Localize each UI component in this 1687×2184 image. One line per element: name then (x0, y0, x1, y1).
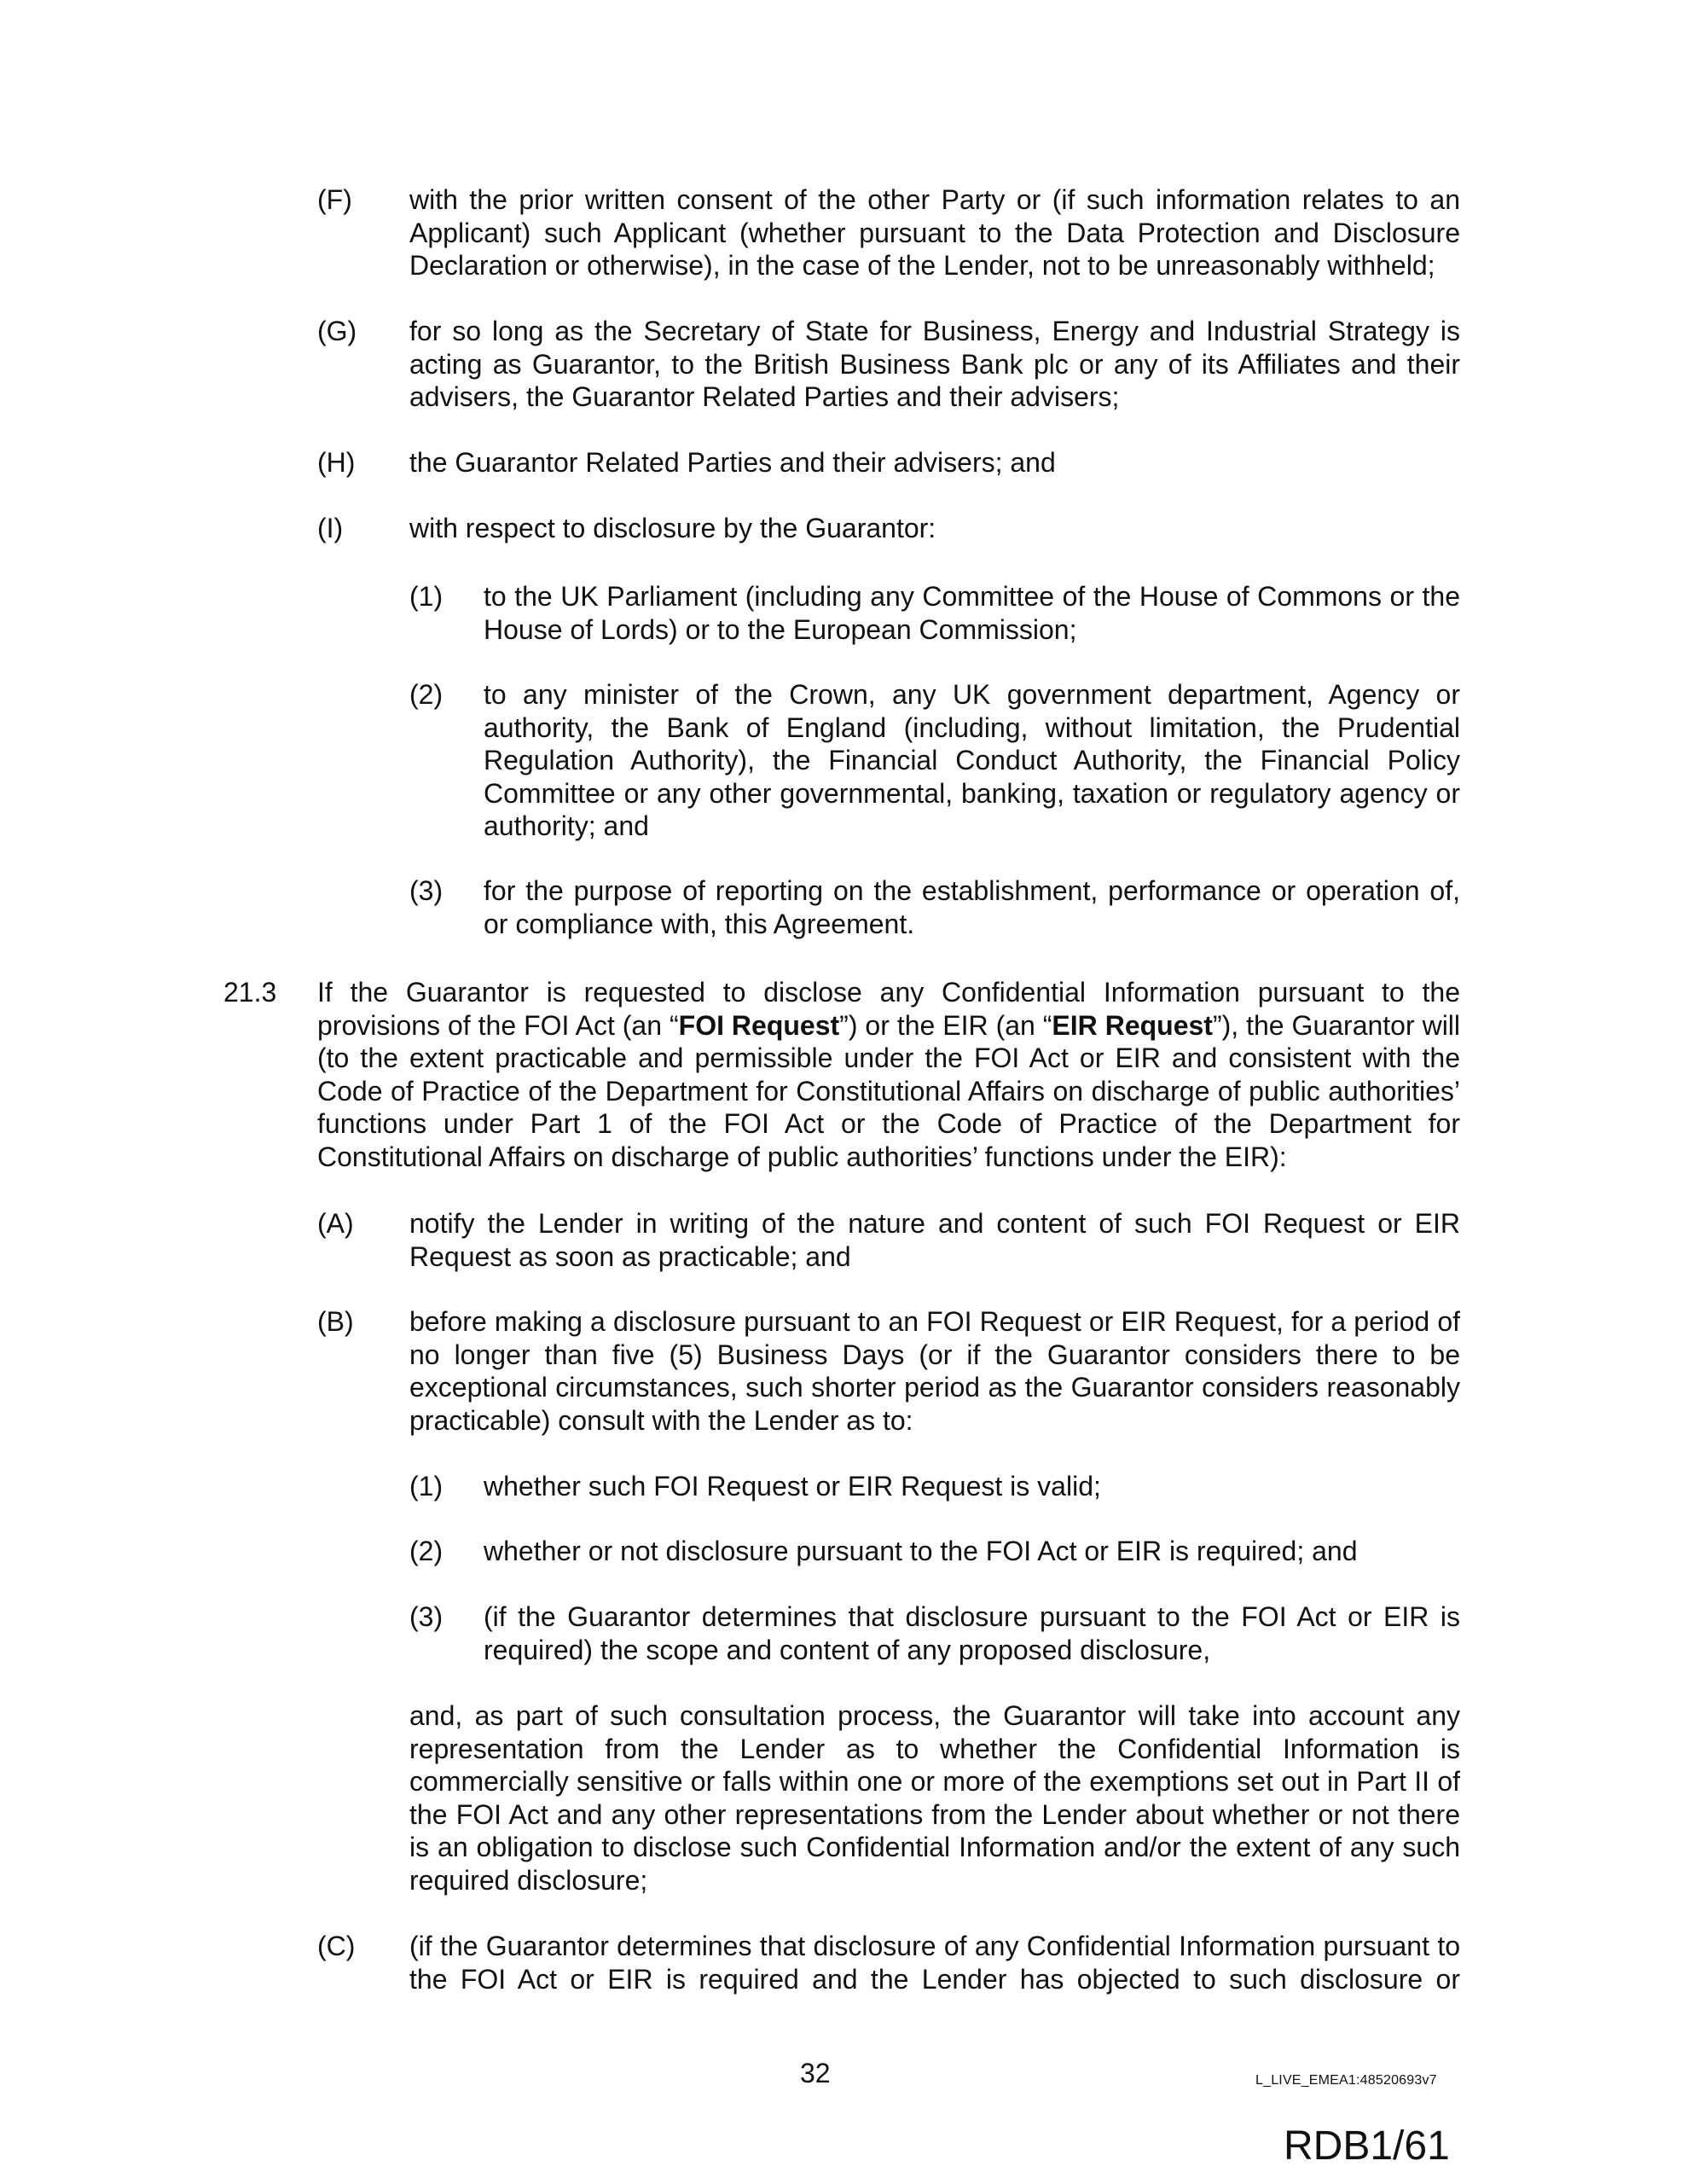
item-label: (B) (317, 1306, 354, 1337)
item-text: (if the Guarantor determines that disclosure of any Confidential Information pursuant to the FOI Act or EIR is required and the Lender has objected to such disclosure or (409, 1931, 1460, 1995)
item-label: (3) (409, 1601, 443, 1632)
item-label: (F) (317, 184, 352, 215)
document-reference: L_LIVE_EMEA1:48520693v7 (1255, 2073, 1437, 2088)
item-text: before making a disclosure pursuant to an FOI Request or EIR Request, for a period of no longer than five (5) Business Days (or if the Guarantor considers there to be exceptional circumstances, such shorter period as the Guarantor considers reasonably practicable) consult with the Lender as to: (409, 1306, 1460, 1436)
item-label: (2) (409, 1536, 443, 1566)
item-text: notify the Lender in writing of the nature and content of such FOI Request or EIR Request as soon as practicable; and (409, 1208, 1460, 1272)
item-label: (A) (317, 1208, 354, 1239)
bundle-stamp: RDB1/61 (1284, 2123, 1450, 2169)
item-label: (2) (409, 679, 443, 710)
page-number: 32 (800, 2058, 831, 2088)
item-text: (if the Guarantor determines that disclosure pursuant to the FOI Act or EIR is required) the scope and content of any proposed disclosure, (484, 1601, 1460, 1665)
clause-text-part: ”), the Guarantor will (to the extent practicable and permissible under the FOI Act or EIR and consistent with the Code of Practice of the Department for Constitutional Affairs on discharge of public authorities’ functions under Part 1 of the FOI Act or the Code of Practice of the Department for Constitutional Affairs on discharge of public authorities’ functions under the EIR): (317, 1009, 1461, 1172)
item-label: (C) (317, 1931, 356, 1961)
item-text: to any minister of the Crown, any UK government department, Agency or authority, the Bank of England (including, without limitation, the Prudential Regulation Authority), the Financial Conduct Authority, the Financial Policy Committee or any other governmental, banking, taxation or regulatory agency or authority; and (484, 679, 1460, 841)
item-text: for the purpose of reporting on the establishment, performance or operation of, or compliance with, this Agreement. (484, 875, 1460, 939)
defined-term-foi-request: FOI Request (678, 1009, 840, 1041)
clause-text-part: ”) or the EIR (an “ (839, 1009, 1052, 1041)
item-text: with respect to disclosure by the Guarantor: (409, 513, 936, 543)
list-item-b-continuation: and, as part of such consultation process, the Guarantor will take into account any representation from the Lender as to whether the Confidential Information is commercially sensitive or falls within one or more of the exemptions set out in Part II of the FOI Act and any other representations from the Lender about whether or not there is an obligation to disclose such Confidential Information and/or the extent of any such required disclosure; (409, 1700, 1460, 1896)
item-label: (H) (317, 447, 356, 478)
clause-text-part: If the Guarantor is requested to disclose any Confidential Information pursuant to the provisions of the FOI Act (an “ (317, 977, 1460, 1041)
item-text: whether such FOI Request or EIR Request is valid; (484, 1471, 1101, 1502)
item-label: (3) (409, 875, 443, 906)
clause-number: 21.3 (223, 977, 277, 1008)
item-text: for so long as the Secretary of State for Business, Energy and Industrial Strategy is acting as Guarantor, to the British Business Bank plc or any of its Affiliates and their advisers, the Guarantor Related Parties and their advisers; (409, 316, 1460, 412)
item-text: to the UK Parliament (including any Committee of the House of Commons or the House of Lords) or to the European Commission; (484, 581, 1460, 645)
item-label: (1) (409, 581, 443, 612)
item-text: the Guarantor Related Parties and their advisers; and (409, 447, 1056, 478)
defined-term-eir-request: EIR Request (1052, 1009, 1213, 1041)
item-text: whether or not disclosure pursuant to the FOI Act or EIR is required; and (484, 1536, 1358, 1566)
clause-text (317, 976, 1460, 1173)
item-label: (G) (317, 316, 357, 346)
item-label: (I) (317, 513, 344, 543)
item-label: (1) (409, 1471, 443, 1502)
item-text: with the prior written consent of the other Party or (if such information relates to an Applicant) such Applicant (whether pursuant to the Data Protection and Disclosure Declaration or otherwise), in the case of the Lender, not to be unreasonably withheld; (409, 184, 1460, 281)
